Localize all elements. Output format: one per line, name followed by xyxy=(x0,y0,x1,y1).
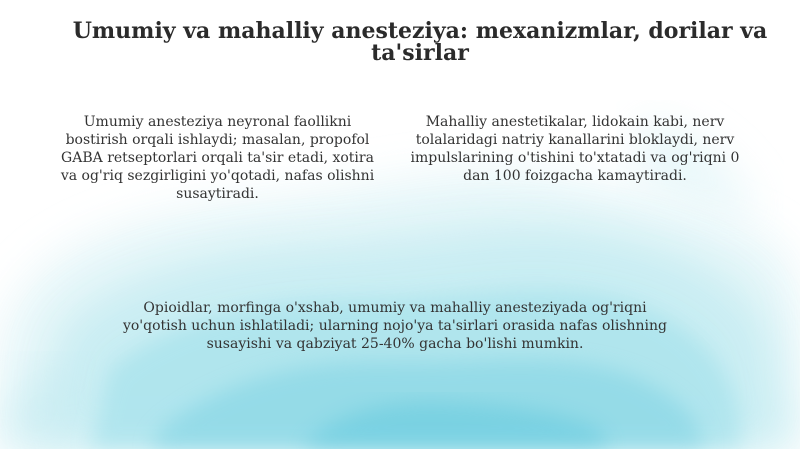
opioids-paragraph: Opioidlar, morfinga o'xshab, umumiy va mahalliy anesteziyada og'riqni yo'qotish uchun ishlatiladi; ularning nojo'ya ta'sirlari orasida nafas olishning susayishi va qabziyat 25-40% gacha bo'lishi mumkin. xyxy=(122,300,668,352)
local-anesthesia-paragraph: Mahalliy anestetikalar, lidokain kabi, nerv tolalaridagi natriy kanallarini bloklaydi, nerv impulslarining o'tishini to'xtatadi va og'riqni 0 dan 100 foizgacha kamaytiradi. xyxy=(410,114,740,184)
general-anesthesia-paragraph: Umumiy anesteziya neyronal faollikni bostirish orqali ishlaydi; masalan, propofol GABA retseptorlari orqali ta'sir etadi, xotira va og'riq sezgirligini yo'qotadi, nafas olishni susaytiradi. xyxy=(60,114,375,202)
slide-title: Umumiy va mahalliy anesteziya: mexanizmlar, dorilar va ta'sirlar xyxy=(72,18,768,66)
